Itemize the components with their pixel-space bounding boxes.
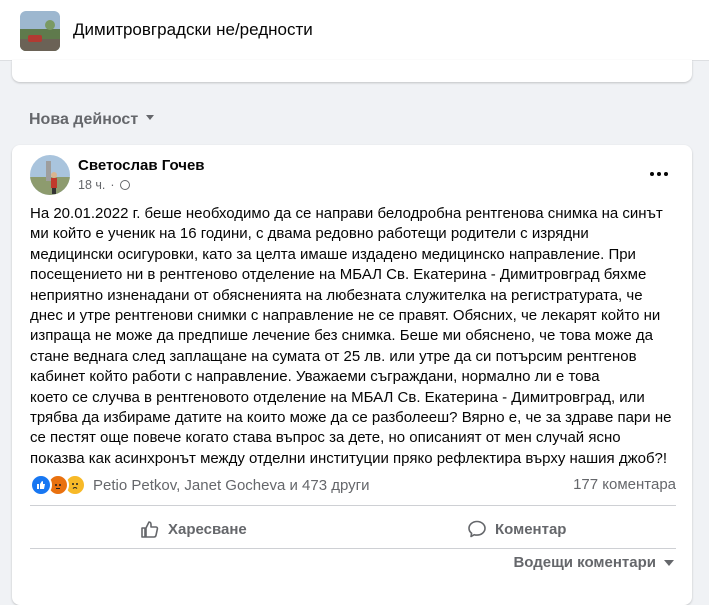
post-meta: 18 ч. · (78, 178, 130, 192)
feed-section-label: Нова дейност (29, 111, 139, 128)
chevron-down-icon (664, 560, 674, 566)
comment-icon (467, 519, 487, 539)
feed-sort-dropdown[interactable] (29, 111, 154, 129)
like-reaction-icon (30, 474, 52, 496)
comments-count[interactable]: 177 коментара (573, 476, 676, 493)
comment-button[interactable] (467, 513, 566, 545)
thumbs-up-icon (140, 519, 160, 539)
reaction-names[interactable]: Petio Petkov, Janet Gocheva и 473 други (93, 476, 370, 494)
divider (30, 505, 676, 506)
post-timestamp[interactable]: 18 ч. (78, 178, 106, 192)
post-author[interactable]: Светослав Гочев (78, 157, 205, 174)
group-name[interactable]: Димитровградски не/редности (73, 20, 313, 39)
comment-sort-dropdown[interactable] (513, 554, 674, 571)
reactions-summary[interactable] (30, 475, 370, 495)
more-options-button[interactable] (644, 159, 674, 189)
globe-icon (120, 180, 130, 190)
post-body: На 20.01.2022 г. беше необходимо да се направи белодробна рентгенова снимка на синът ми който е ученик на 16 години, с двама редовно работещи родители с изрядни медицински осигуровки, като за целта имаше издадено медицинско направление. При посещението ни в рентгеново отделение на МБАЛ Св. Екатерина - Димитровград бяхме неприятно изненадани от обясненията на любезната служителка на регистратурата, че днес и утре рентгенови снимки с направление не се правят. Обясних, че лекарят който ни изпраща не може да предпише лечение без снимка. Беше ми обяснено, че това може да стане веднага след заплащане на сумата от 25 лв. или утре да си потърсим рентгенов кабинет който работи с направление. Уважаеми съграждани, нормално ли е това което се случва в рентгеновото отделение на МБАЛ Св. Екатерина - Димитровград, или трябва да избираме датите на които може да се разболееш? Вярно е, че за здраве пари не се пестят още повече когато става въпрос за дете, но описаният от мен случай ясно показва как асинхронът между отделни институции пряко рефлектира върху нашия джоб?! (30, 205, 672, 467)
comment-label: Коментар (495, 520, 567, 538)
post-card (12, 145, 692, 605)
like-button[interactable] (140, 513, 247, 545)
group-cover-thumbnail[interactable] (20, 11, 60, 51)
previous-card-bottom (12, 60, 692, 82)
chevron-down-icon (146, 115, 154, 120)
divider (30, 548, 676, 549)
group-header (0, 0, 709, 61)
avatar[interactable] (30, 155, 70, 195)
more-icon (650, 172, 654, 176)
comment-sort-label: Водещи коментари (513, 554, 656, 571)
like-label: Харесване (168, 520, 247, 538)
